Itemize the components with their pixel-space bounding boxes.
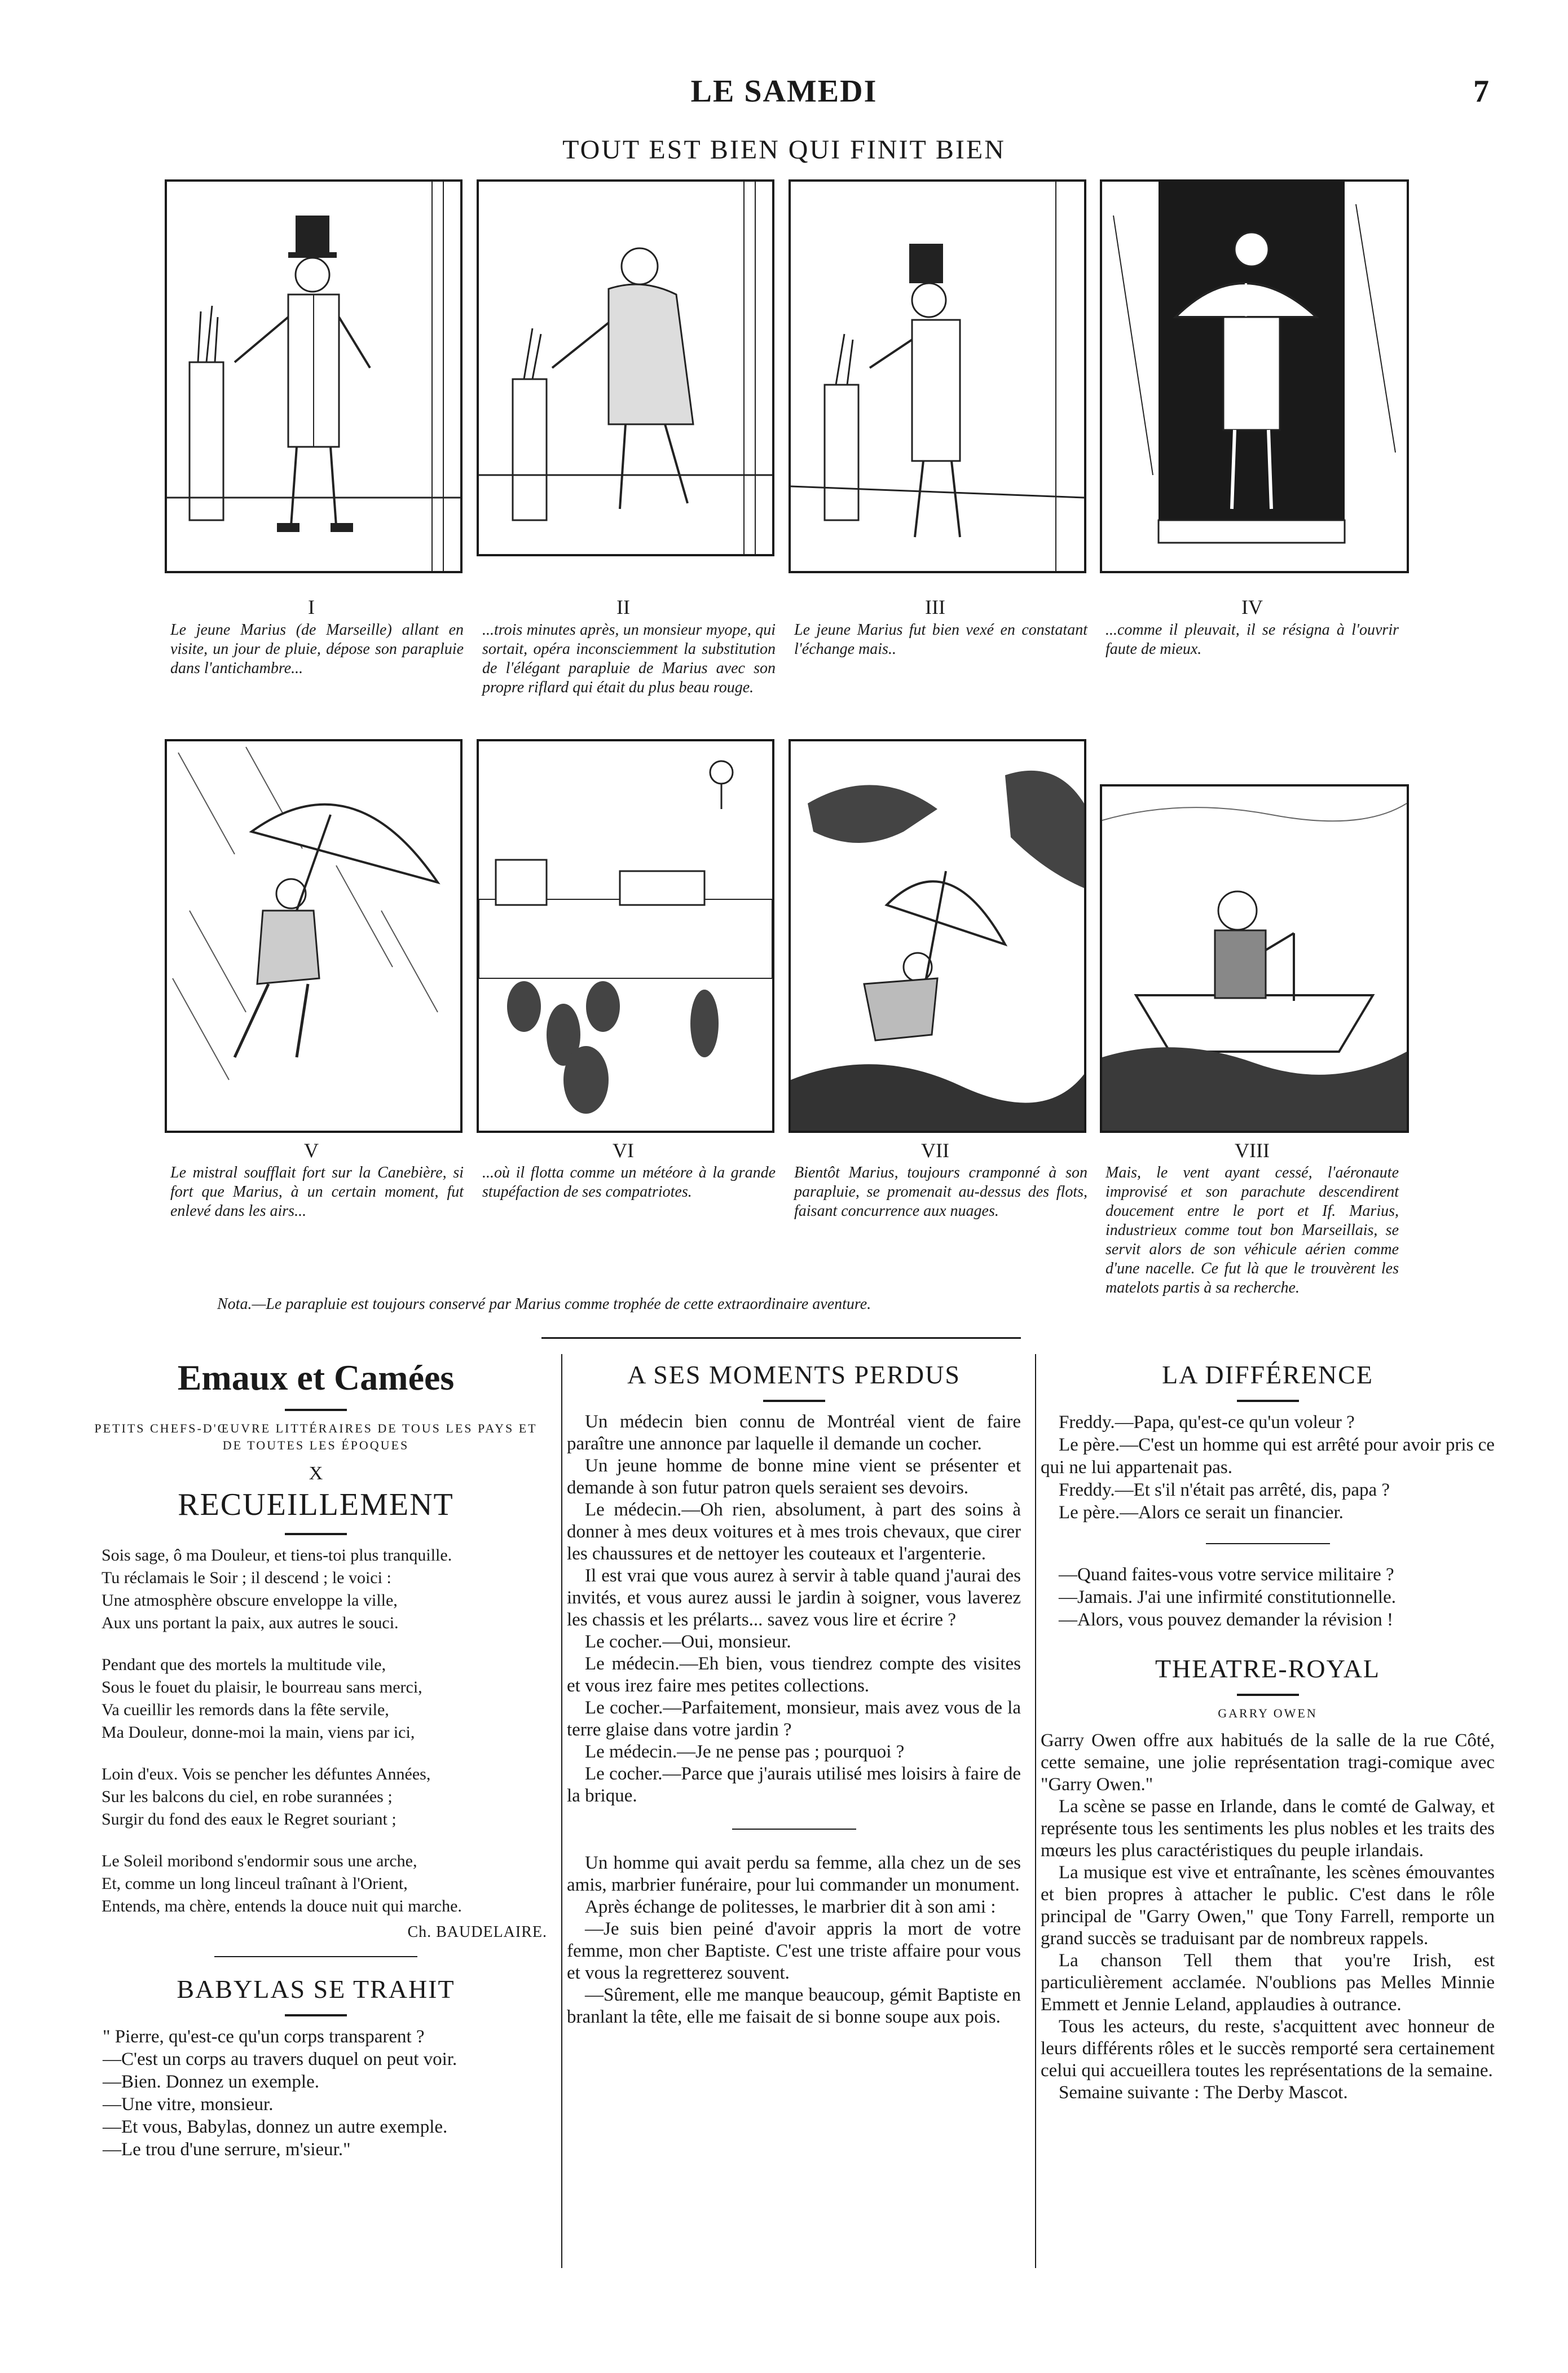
service-dialog (1041, 1563, 1495, 1631)
comic-panel-1 (165, 179, 463, 573)
paragraph: —Sûrement, elle me manque beaucoup, gémit Baptiste en branlant la tête, elle me faisait de si bonne soupe aux pois. (567, 1985, 1021, 2027)
panel-5-numeral: V (304, 1139, 319, 1162)
panel-5-illustration (167, 741, 460, 1131)
paragraph: Un homme qui avait perdu sa femme, alla chez un de ses amis, marbrier funéraire, pour lui commander un monument. (567, 1853, 1021, 1895)
dialog-line: —Alors, vous pouvez demander la révision ! (1059, 1610, 1393, 1630)
title-rule (285, 1409, 347, 1411)
panel-3-numeral: III (925, 596, 945, 618)
poem-line: Loin d'eux. Vois se pencher les défuntes Années, (102, 1765, 431, 1783)
theatre-subtitle: GARRY OWEN (1218, 1706, 1318, 1720)
panel-8-caption: Mais, le vent ayant cessé, l'aéronaute improvisé et son parachute descendirent doucement entre le port et If. Marius, industrieux comme tout bon Marseillais, se servit alors de son véhicule aérien comme d'une nacelle. Ce fut là que le trouvèrent les matelots partis à sa recherche. (1105, 1164, 1399, 1297)
paragraph: Le médecin.—Je ne pense pas ; pourquoi ? (585, 1742, 905, 1762)
poem-stanza-3 (102, 1763, 547, 1831)
paragraph: Le médecin.—Oh rien, absolument, à part des soins à donner à mes deux voitures et à mes trois chevaux, que cirer les chaussures et de nettoyer les couteaux et l'argenterie. (567, 1500, 1021, 1564)
dialog-line: Le père.—Alors ce serait un financier. (1059, 1502, 1344, 1523)
dialog-line: Freddy.—Et s'il n'était pas arrêté, dis, papa ? (1059, 1480, 1390, 1500)
paragraph: La chanson Tell them that you're Irish, est particulièrement acclamée. N'oublions pas Melles Minnie Emmett et Jennie Leland, applaudies à outrance. (1041, 1950, 1495, 2015)
theatre-review (1041, 1730, 1495, 2104)
paragraph: Le cocher.—Parfaitement, monsieur, mais avez vous de la terre glaise dans votre jardin ? (567, 1698, 1021, 1740)
poem-line: Sois sage, ô ma Douleur, et tiens-toi plus tranquille. (102, 1546, 452, 1565)
panel-4-illustration (1102, 182, 1407, 571)
section-title-moments: A SES MOMENTS PERDUS (627, 1360, 961, 1389)
poem-title: RECUEILLEMENT (178, 1487, 454, 1522)
panel-7-numeral: VII (921, 1139, 949, 1162)
poem-line: Et, comme un long linceul traînant à l'Orient, (102, 1874, 408, 1893)
paragraph: La musique est vive et entraînante, les scènes émouvantes et bien propres à attacher le public. C'est dans le rôle principal de "Garry Owen," que Tony Farrell, remporte un grand succès se traduisant par de nombreux rappels. (1041, 1862, 1495, 1949)
panel-4-numeral: IV (1241, 596, 1263, 618)
section-title-babylas: BABYLAS SE TRAHIT (177, 1975, 455, 2003)
dialog-line: Le père.—C'est un homme qui est arrêté pour avoir pris ce qui ne lui appartenait pas. (1041, 1435, 1495, 1478)
panel-8-illustration (1102, 786, 1407, 1131)
section-title-emaux: Emaux et Camées (177, 1357, 455, 1398)
section-title-difference: LA DIFFÉRENCE (1162, 1360, 1373, 1389)
panel-7-caption: Bientôt Marius, toujours cramponné à son parapluie, se promenait au-dessus des flots, faisant concurrence aux nuages. (794, 1164, 1087, 1220)
poem-line: Le Soleil moribond s'endormir sous une arche, (102, 1852, 417, 1870)
comic-panel-2 (477, 179, 774, 556)
dialog-line: —Quand faites-vous votre service militaire ? (1059, 1565, 1394, 1585)
panel-3-illustration (791, 182, 1084, 571)
poem-line: Aux uns portant la paix, aux autres le souci. (102, 1614, 399, 1632)
poem-rule (285, 1533, 347, 1535)
poem-line: Surgir du fond des eaux le Regret souriant ; (102, 1810, 397, 1829)
paragraph: Le médecin.—Eh bien, vous tiendrez compte des visites et vous irez faire mes petites collections. (567, 1654, 1021, 1696)
divider (214, 1956, 417, 1957)
story-marbrier (567, 1852, 1021, 2028)
paragraph: Un médecin bien connu de Montréal vient de faire paraître une annonce par laquelle il demande un cocher. (567, 1412, 1021, 1454)
poem-body (85, 1544, 547, 1918)
poem-stanza-1 (102, 1544, 547, 1634)
paragraph: Après échange de politesses, le marbrier dit à son ami : (585, 1897, 996, 1917)
story-cocher (567, 1411, 1021, 1807)
dialog-line: —Jamais. J'ai une infirmité constitutionnelle. (1059, 1587, 1396, 1607)
dialog-line: " Pierre, qu'est-ce qu'un corps transparent ? (103, 2027, 425, 2047)
comic-panel-7 (789, 739, 1086, 1133)
panel-2-numeral: II (616, 596, 630, 618)
paragraph: La scène se passe en Irlande, dans le comté de Galway, et représente tous les sentiments les plus nobles et les traits des mœurs les plus caractéristiques du peuple irlandais. (1041, 1796, 1495, 1861)
section-subtitle: PETITS CHEFS-D'ŒUVRE LITTÉRAIRES DE TOUS LES PAYS ET DE TOUTES LES ÉPOQUES (94, 1421, 538, 1452)
section-title-theatre: THEATRE-ROYAL (1155, 1654, 1381, 1683)
title-rule (763, 1400, 825, 1402)
paragraph: Semaine suivante : The Derby Mascot. (1059, 2082, 1348, 2103)
paragraph: Le cocher.—Oui, monsieur. (585, 1632, 791, 1652)
panel-1-numeral: I (308, 596, 315, 618)
panel-4-caption: ...comme il pleuvait, il se résigna à l'ouvrir faute de mieux. (1105, 621, 1399, 658)
panel-7-illustration (791, 741, 1084, 1131)
column-moments-perdus (567, 1360, 1021, 2028)
comic-panel-4 (1100, 179, 1409, 573)
paragraph: —Je suis bien peiné d'avoir appris la mort de votre femme, mon cher Baptiste. C'est une triste affaire pour vous et vous la regretterez souvent. (567, 1919, 1021, 1983)
poem-line: Sous le fouet du plaisir, le bourreau sans merci, (102, 1678, 422, 1697)
divider (1206, 1543, 1330, 1544)
panel-5-caption: Le mistral soufflait fort sur la Canebière, si fort que Marius, à un certain moment, fut enlevé dans les airs... (170, 1164, 464, 1220)
panel-2-caption: ...trois minutes après, un monsieur myope, qui sortait, opéra inconsciemment la substitution de l'élégant parapluie de Marius avec son propre riflard qui était du plus beau rouge. (482, 621, 776, 696)
title-rule (1237, 1400, 1299, 1402)
column-difference (1041, 1360, 1495, 2104)
dialog-line: —Bien. Donnez un exemple. (103, 2072, 319, 2092)
poem-line: Tu réclamais le Soir ; il descend ; le voici : (102, 1568, 391, 1587)
newspaper-title: LE SAMEDI (690, 74, 878, 109)
paragraph: Garry Owen offre aux habitués de la salle de la rue Côté, cette semaine, une jolie représentation tragi-comique avec "Garry Owen." (1041, 1730, 1495, 1795)
column-emaux (85, 1357, 547, 2161)
difference-dialog (1041, 1411, 1495, 1524)
panel-1-caption: Le jeune Marius (de Marseille) allant en visite, un jour de pluie, dépose son parapluie dans l'antichambre... (170, 621, 464, 677)
paragraph: Il est vrai que vous aurez à servir à table quand j'aurai des invités, et vous aurez aussi le jardin à soigner, vous laverez les chassis et les prélarts... savez vous lire et écrire ? (567, 1566, 1021, 1630)
poem-stanza-4 (102, 1850, 547, 1918)
poem-line: Une atmosphère obscure enveloppe la ville, (102, 1591, 398, 1610)
poem-line: Sur les balcons du ciel, en robe surannées ; (102, 1787, 393, 1806)
poem-line: Va cueillir les remords dans la fête servile, (102, 1700, 389, 1719)
panel-2-illustration (479, 182, 772, 554)
poem-line: Pendant que des mortels la multitude vile, (102, 1655, 386, 1674)
comic-note: Nota.—Le parapluie est toujours conservé par Marius comme trophée de cette extraordinaire aventure. (217, 1295, 871, 1313)
poem-line: Ma Douleur, donne-moi la main, viens par ici, (102, 1723, 415, 1742)
section-divider (541, 1337, 1021, 1339)
panel-6-caption: ...où il flotta comme un météore à la grande stupéfaction de ses compatriotes. (482, 1164, 776, 1201)
panel-6-illustration (479, 741, 772, 1131)
dialog-line: —Et vous, Babylas, donnez un autre exemple. (103, 2117, 448, 2137)
dialog-line: —Une vitre, monsieur. (103, 2094, 274, 2115)
babylas-dialog (85, 2025, 547, 2161)
comic-panel-5 (165, 739, 463, 1133)
column-rule-1 (561, 1354, 562, 2268)
paragraph: Un jeune homme de bonne mine vient se présenter et demande à son futur patron quels seraient ses devoirs. (567, 1456, 1021, 1498)
panel-1-illustration (167, 182, 460, 571)
divider (732, 1829, 856, 1830)
panel-3-caption: Le jeune Marius fut bien vexé en constatant l'échange mais.. (794, 621, 1087, 658)
column-rule-2 (1035, 1354, 1036, 2268)
title-rule (1237, 1694, 1299, 1696)
comic-panel-8 (1100, 784, 1409, 1133)
page-number: 7 (1473, 74, 1489, 109)
panel-8-numeral: VIII (1235, 1139, 1270, 1162)
poem-number: X (309, 1463, 323, 1484)
paragraph: Le cocher.—Parce que j'aurais utilisé mes loisirs à faire de la brique. (567, 1764, 1021, 1806)
poem-stanza-2 (102, 1654, 547, 1744)
dialog-line: Freddy.—Papa, qu'est-ce qu'un voleur ? (1059, 1412, 1355, 1432)
poem-line: Entends, ma chère, entends la douce nuit qui marche. (102, 1897, 462, 1915)
title-rule (285, 2014, 347, 2016)
comic-panel-3 (789, 179, 1086, 573)
comic-panel-6 (477, 739, 774, 1133)
paragraph: Tous les acteurs, du reste, s'acquittent avec honneur de leurs différents rôles et le succès remporté sera certainement celui qui accueillera toutes les représentations de la semaine. (1041, 2016, 1495, 2081)
poem-signature: Ch. BAUDELAIRE. (407, 1923, 547, 1941)
comic-strip-title: TOUT EST BIEN QUI FINIT BIEN (562, 135, 1006, 165)
dialog-line: —Le trou d'une serrure, m'sieur." (103, 2139, 351, 2160)
dialog-line: —C'est un corps au travers duquel on peut voir. (103, 2049, 457, 2069)
panel-6-numeral: VI (613, 1139, 634, 1162)
